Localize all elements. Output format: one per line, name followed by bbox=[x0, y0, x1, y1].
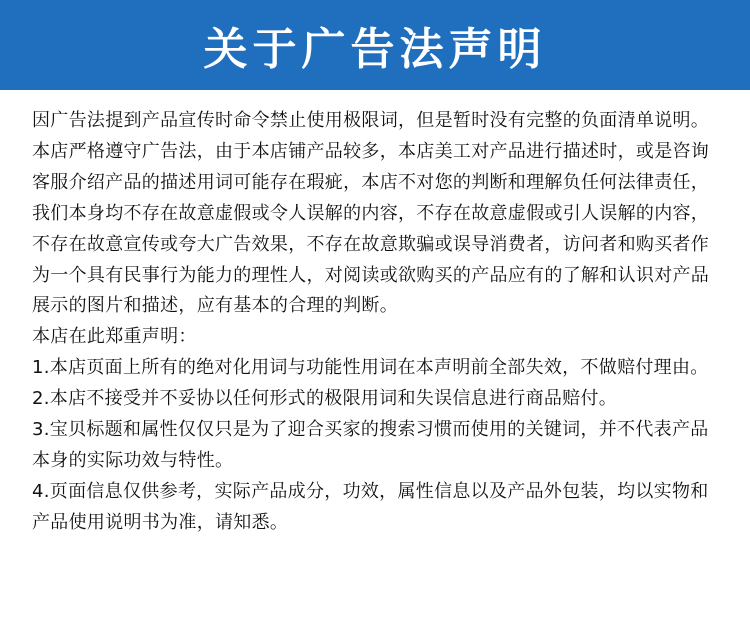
clause-4: 4.页面信息仅供参考，实际产品成分，功效，属性信息以及产品外包装，均以实物和产品使用说明书为准，请知悉。 bbox=[32, 480, 709, 533]
policy-paragraph: 本店严格遵守广告法，由于本店铺产品较多，本店美工对产品进行描述时，或是咨询客服介绍产品的描述用词可能存在瑕疵，本店不对您的判断和理解负任何法律责任，我们本身均不存在故意虚假或令人误解的内容，不存在故意虚假或引人误解的内容，不存在故意宣传或夸大广告效果，不存在故意欺骗或误导消费者，访问者和购买者作为一个具有民事行为能力的理性人，对阅读或欲购买的产品应有的了解和认识对产品展示的图片和描述，应有基本的合理的判断。 bbox=[32, 140, 710, 317]
declaration-heading: 本店在此郑重声明： bbox=[32, 326, 197, 348]
page-title: 关于广告法声明 bbox=[203, 24, 547, 75]
clause-3: 3.宝贝标题和属性仅仅只是为了迎合买家的搜索习惯而使用的关键词，并不代表产品本身的实际功效与特性。 bbox=[32, 419, 709, 471]
clause-2: 2.本店不接受并不妥协以任何形式的极限用词和失误信息进行商品赔付。 bbox=[32, 388, 618, 410]
statement-body bbox=[32, 106, 722, 539]
clause-1: 1.本店页面上所有的绝对化用词与功能性用词在本声明前全部失效，不做赔付理由。 bbox=[32, 357, 709, 379]
header-banner bbox=[0, 0, 750, 90]
intro-paragraph: 因广告法提到产品宣传时命令禁止使用极限词，但是暂时没有完整的负面清单说明。 bbox=[32, 110, 710, 131]
